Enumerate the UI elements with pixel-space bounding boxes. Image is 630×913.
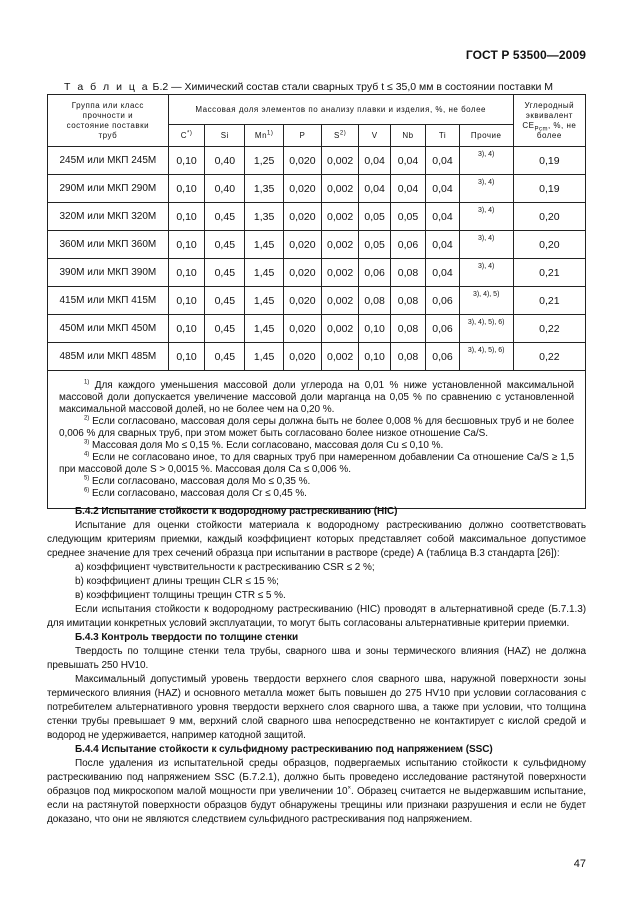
value-cell: 0,002	[321, 287, 359, 315]
element-name: Прочие	[470, 130, 502, 140]
ce-symbol-sub: Pcm	[534, 126, 548, 133]
value-cell: 1,45	[245, 287, 284, 315]
other-footnotes-cell: 3), 4)	[459, 203, 513, 231]
value-cell: 0,020	[284, 287, 322, 315]
value-cell: 0,020	[284, 231, 322, 259]
carbon-equivalent-cell: 0,20	[513, 231, 585, 259]
footnote	[59, 476, 574, 488]
standard-header: ГОСТ Р 53500—2009	[465, 48, 586, 62]
section-b44-title: Б.4.4 Испытание стойкости к сульфидному растрескиванию под напряжением (SSC)	[75, 744, 493, 755]
value-cell: 0,10	[359, 315, 390, 343]
carbon-equivalent-cell: 0,22	[513, 343, 585, 371]
grade-cell: 320М или МКП 320М	[48, 203, 169, 231]
main-text	[47, 505, 586, 827]
element-name: P	[299, 130, 306, 140]
element-header	[245, 125, 284, 147]
element-header	[284, 125, 322, 147]
value-cell: 0,06	[426, 315, 459, 343]
table-caption-text: Б.2 — Химический состав стали сварных труб t ≤ 35,0 мм в состоянии поставки М	[152, 81, 554, 93]
table-caption	[64, 81, 553, 93]
value-cell: 0,04	[426, 147, 459, 175]
value-cell: 0,04	[426, 203, 459, 231]
other-footnotes-cell: 3), 4)	[459, 175, 513, 203]
section-b42-title: Б.4.2 Испытание стойкости к водородному растрескиванию (HIC)	[75, 506, 398, 517]
element-header	[459, 125, 513, 147]
value-cell: 0,020	[284, 147, 322, 175]
page-number: 47	[573, 858, 586, 870]
carbon-equivalent-header	[513, 95, 585, 147]
value-cell: 0,10	[168, 203, 205, 231]
b44-text-b: . Образец считается не выдержавшим испытание, если на растянутой поверхности образцов будут обнаружены трещины или признаки разрушения и если не будет доказано, что они не являются следствием сульфидного растрескивания под напряжением.	[47, 786, 586, 825]
grade-cell: 360М или МКП 360М	[48, 231, 169, 259]
carbon-equivalent-cell: 0,20	[513, 203, 585, 231]
carbon-equivalent-cell: 0,21	[513, 287, 585, 315]
grade-cell: 415М или МКП 415М	[48, 287, 169, 315]
element-name: Nb	[402, 130, 414, 140]
other-footnotes-cell: 3), 4), 5), 6)	[459, 343, 513, 371]
value-cell: 0,020	[284, 343, 322, 371]
value-cell: 0,020	[284, 203, 322, 231]
element-footnote-mark: 1)	[267, 129, 274, 136]
value-cell: 0,10	[168, 231, 205, 259]
value-cell: 0,45	[205, 203, 245, 231]
other-footnotes-cell: 3), 4)	[459, 147, 513, 175]
grade-column-header: Группа или класс прочности и состояние поставки труб	[48, 95, 169, 147]
section-b43-paragraph-2: Максимальный допустимый уровень твердости верхнего слоя сварного шва, наружной поверхности зоны термического влияния (HAZ) и основного металла может быть повышен до 275 HV10 при условии согласования с потребителем альтернативного уровня твердости верхнего слоя сварного шва, а также при условии, что толщина стенки трубы превышает 9 мм, верхний слой сварного шва непосредственно не контактирует с кислой средой и водород не удерживается, например катодной защитой.	[47, 674, 586, 741]
value-cell: 0,04	[426, 231, 459, 259]
value-cell: 0,020	[284, 259, 322, 287]
value-cell: 0,06	[426, 343, 459, 371]
value-cell: 1,35	[245, 175, 284, 203]
table-row	[48, 287, 586, 315]
value-cell: 0,05	[390, 203, 426, 231]
carbon-equivalent-cell: 0,22	[513, 315, 585, 343]
value-cell: 0,45	[205, 287, 245, 315]
grade-cell: 290М или МКП 290М	[48, 175, 169, 203]
value-cell: 0,10	[168, 315, 205, 343]
value-cell: 0,40	[205, 147, 245, 175]
element-header	[321, 125, 359, 147]
footnote	[59, 452, 574, 476]
value-cell: 0,06	[426, 287, 459, 315]
list-item-clr: b) коэффициент длины трещин CLR ≤ 15 %;	[75, 576, 279, 587]
value-cell: 0,45	[205, 315, 245, 343]
value-cell: 0,40	[205, 175, 245, 203]
value-cell: 0,002	[321, 175, 359, 203]
element-header	[205, 125, 245, 147]
carbon-equivalent-cell: 0,19	[513, 147, 585, 175]
carbon-equivalent-cell: 0,21	[513, 259, 585, 287]
value-cell: 0,002	[321, 231, 359, 259]
value-cell: 1,35	[245, 203, 284, 231]
other-footnotes-cell: 3), 4), 5)	[459, 287, 513, 315]
footnote-mark: 6)	[84, 487, 90, 494]
b44-text-a: После удаления из испытательной среды образцов, подвергаемых испытанию стойкости к сульфидному растрескиванию под напряжением SSC (Б.7.2.1), должно быть проведено исследование растянутой поверхности образцов под микроскопом малой мощности при увеличении 10	[47, 758, 586, 797]
value-cell: 0,002	[321, 315, 359, 343]
value-cell: 0,04	[426, 175, 459, 203]
element-name: S	[334, 130, 340, 140]
value-cell: 0,08	[390, 259, 426, 287]
carbon-equivalent-cell: 0,19	[513, 175, 585, 203]
section-b43-title: Б.4.3 Контроль твердости по толщине стенки	[75, 632, 299, 643]
table-row	[48, 315, 586, 343]
value-cell: 0,10	[168, 259, 205, 287]
element-footnote-mark: *)	[187, 129, 193, 136]
footnote	[59, 440, 574, 452]
table-row	[48, 203, 586, 231]
footnote-text: Для каждого уменьшения массовой доли углерода на 0,01 % ниже установленной максимальной массовой доли допускается увеличение массовой доли марганца на 0,05 % по сравнению с установленной максимальной массовой долей, но не более чем на 0,20 %.	[59, 380, 574, 415]
ce-header-label: Углеродный эквивалент	[524, 100, 575, 120]
value-cell: 0,10	[168, 343, 205, 371]
table-row	[48, 343, 586, 371]
value-cell: 0,10	[168, 175, 205, 203]
grade-cell: 450М или МКП 450М	[48, 315, 169, 343]
element-header	[168, 125, 205, 147]
table-row	[48, 175, 586, 203]
element-header	[390, 125, 426, 147]
section-b43-paragraph: Твердость по толщине стенки тела трубы, сварного шва и зоны термического влияния (HAZ) не должна превышать 250 HV10.	[47, 646, 586, 671]
footnote-mark: 4)	[84, 451, 90, 458]
value-cell: 0,020	[284, 175, 322, 203]
value-cell: 1,45	[245, 231, 284, 259]
list-item-ctr: в) коэффициент толщины трещин CTR ≤ 5 %.	[75, 590, 286, 601]
footnote-text: Если согласовано, массовая доля Mo ≤ 0,35 %.	[91, 476, 311, 487]
value-cell: 0,45	[205, 343, 245, 371]
element-name: Si	[220, 130, 229, 140]
value-cell: 0,08	[390, 343, 426, 371]
value-cell: 0,002	[321, 203, 359, 231]
other-footnotes-cell: 3), 4)	[459, 231, 513, 259]
footnote-text: Если согласовано, массовая доля Cr ≤ 0,45 %.	[91, 488, 307, 499]
value-cell: 1,25	[245, 147, 284, 175]
footnote	[59, 416, 574, 440]
footnote	[59, 380, 574, 416]
value-cell: 1,45	[245, 259, 284, 287]
value-cell: 0,05	[359, 231, 390, 259]
section-b42-paragraph: Испытание для оценки стойкости материала к водородному растрескиванию должно соответствовать следующим критериям приемки, каждый коэффициент которых представляет собой максимальное допустимое среднее значение для трех сечений образца при испытании в растворе (среде) А (таблица В.3 стандарта [26]):	[47, 520, 586, 559]
table-notes	[48, 371, 586, 509]
value-cell: 1,45	[245, 315, 284, 343]
element-header	[426, 125, 459, 147]
footnote-text: Если не согласовано иное, то для сварных труб при намеренном добавлении Ca отношение Ca/S ≥ 1,5 при массовой доле S > 0,0015 %. Массовая доля Ca ≤ 0,006 %.	[59, 452, 574, 475]
footnote-text: Если согласовано, массовая доля серы должна быть не более 0,008 % для бесшовных труб и не более 0,006 % для сварных труб, при этом может быть согласовано более низкое отношение Ca/S.	[59, 416, 574, 439]
value-cell: 0,002	[321, 147, 359, 175]
grade-cell: 245М или МКП 245М	[48, 147, 169, 175]
ce-symbol: CE	[522, 120, 535, 130]
ce-header-limit: , %, не более	[536, 120, 577, 140]
table-row	[48, 231, 586, 259]
value-cell: 0,08	[390, 287, 426, 315]
value-cell: 0,020	[284, 315, 322, 343]
value-cell: 0,04	[390, 175, 426, 203]
value-cell: 0,06	[390, 231, 426, 259]
table-caption-label: Т а б л и ц а	[64, 81, 150, 93]
value-cell: 0,45	[205, 231, 245, 259]
element-footnote-mark: 2)	[339, 129, 347, 136]
mass-fraction-header: Массовая доля элементов по анализу плавки и изделия, %, не более	[168, 95, 513, 125]
b44-magnification-sup: ×	[347, 785, 351, 792]
value-cell: 1,45	[245, 343, 284, 371]
footnote-text: Массовая доля Mo ≤ 0,15 %. Если согласовано, массовая доля Cu ≤ 0,10 %.	[91, 440, 444, 451]
grade-cell: 485М или МКП 485М	[48, 343, 169, 371]
value-cell: 0,002	[321, 259, 359, 287]
other-footnotes-cell: 3), 4)	[459, 259, 513, 287]
value-cell: 0,10	[168, 147, 205, 175]
element-name: Mn	[254, 130, 268, 140]
footnote-mark: 1)	[84, 379, 90, 386]
value-cell: 0,05	[359, 203, 390, 231]
section-b44-paragraph	[47, 757, 586, 827]
value-cell: 0,002	[321, 343, 359, 371]
footnote	[59, 488, 574, 500]
element-name: C	[180, 130, 188, 140]
element-name: Ti	[438, 130, 447, 140]
table-row	[48, 259, 586, 287]
element-name: V	[371, 130, 378, 140]
value-cell: 0,04	[390, 147, 426, 175]
value-cell: 0,06	[359, 259, 390, 287]
value-cell: 0,45	[205, 259, 245, 287]
value-cell: 0,04	[359, 175, 390, 203]
grade-cell: 390М или МКП 390М	[48, 259, 169, 287]
footnote-mark: 3)	[84, 439, 90, 446]
value-cell: 0,10	[359, 343, 390, 371]
value-cell: 0,08	[359, 287, 390, 315]
element-header	[359, 125, 390, 147]
footnote-mark: 5)	[84, 475, 90, 482]
value-cell: 0,04	[359, 147, 390, 175]
table-row	[48, 147, 586, 175]
footnote-mark: 2)	[84, 415, 90, 422]
value-cell: 0,10	[168, 287, 205, 315]
chemical-composition-table	[47, 94, 586, 509]
notes-row	[48, 371, 586, 509]
section-b42-paragraph-2: Если испытания стойкости к водородному растрескиванию (HIC) проводят в альтернативной среде (Б.7.1.3) для имитации конкретных условий эксплуатации, то могут быть согласованы альтернативные критерии приемки.	[47, 604, 586, 629]
list-item-csr: а) коэффициент чувствительности к растрескиванию CSR ≤ 2 %;	[75, 562, 375, 573]
value-cell: 0,04	[426, 259, 459, 287]
other-footnotes-cell: 3), 4), 5), 6)	[459, 315, 513, 343]
value-cell: 0,08	[390, 315, 426, 343]
